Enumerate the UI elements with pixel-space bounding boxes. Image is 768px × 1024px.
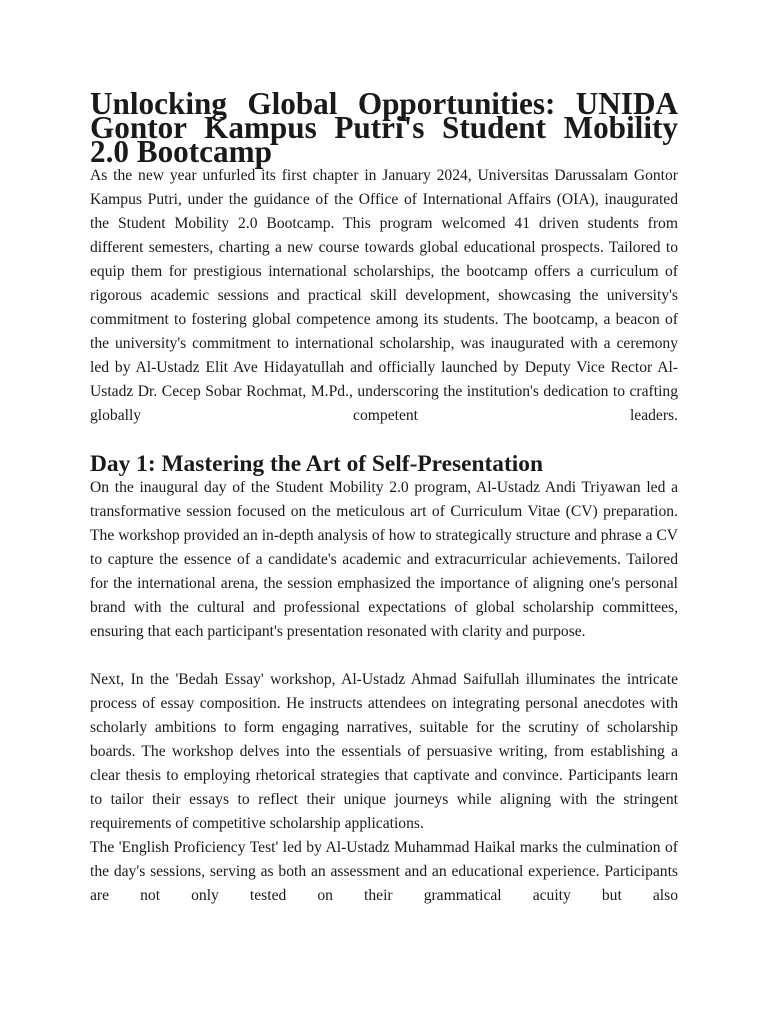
document-title: Unlocking Global Opportunities: UNIDA Gontor Kampus Putri's Student Mobility 2.0 Bootcamp: [90, 86, 678, 169]
document-page: [90, 86, 678, 908]
intro-paragraph: As the new year unfurled its first chapter in January 2024, Universitas Darussalam Gontor Kampus Putri, under the guidance of the Office of International Affairs (OIA), inaugurated the Student Mobility 2.0 Bootcamp. This program welcomed 41 driven students from different semesters, charting a new course towards global educational prospects. Tailored to equip them for prestigious international scholarships, the bootcamp offers a curriculum of rigorous academic sessions and practical skill development, showcasing the university's commitment to fostering global competence among its students. The bootcamp, a beacon of the university's commitment to international scholarship, was inaugurated with a ceremony led by Al-Ustadz Elit Ave Hidayatullah and officially launched by Deputy Vice Rector Al-Ustadz Dr. Cecep Sobar Rochmat, M.Pd., underscoring the institution's dedication to crafting globally competent leaders.: [90, 167, 678, 424]
day-1-paragraph-essay: Next, In the 'Bedah Essay' workshop, Al-Ustadz Ahmad Saifullah illuminates the intricate process of essay composition. He instructs attendees on integrating personal anecdotes with scholarly ambitions to form engaging narratives, suitable for the scrutiny of scholarship boards. The workshop delves into the essentials of persuasive writing, from establishing a clear thesis to employing rhetorical strategies that captivate and convince. Participants learn to tailor their essays to reflect their unique journeys while aligning with the stringent requirements of competitive scholarship applications.: [90, 671, 678, 832]
section-spacer: [90, 428, 678, 452]
paragraph-spacer: [90, 644, 678, 668]
section-heading-day-1: Day 1: Mastering the Art of Self-Presentation: [90, 451, 543, 477]
day-1-paragraph-cv: On the inaugural day of the Student Mobility 2.0 program, Al-Ustadz Andi Triyawan led a transformative session focused on the meticulous art of Curriculum Vitae (CV) preparation. The workshop provided an in-depth analysis of how to strategically structure and phrase a CV to capture the essence of a candidate's academic and extracurricular achievements. Tailored for the international arena, the session emphasized the importance of aligning one's personal brand with the cultural and professional expectations of global scholarship committees, ensuring that each participant's presentation resonated with clarity and purpose.: [90, 479, 678, 640]
day-1-paragraph-english-test: The 'English Proficiency Test' led by Al-Ustadz Muhammad Haikal marks the culmination of the day's sessions, serving as both an assessment and an educational experience. Participants are not only tested on their grammatical acuity but also: [90, 839, 678, 904]
